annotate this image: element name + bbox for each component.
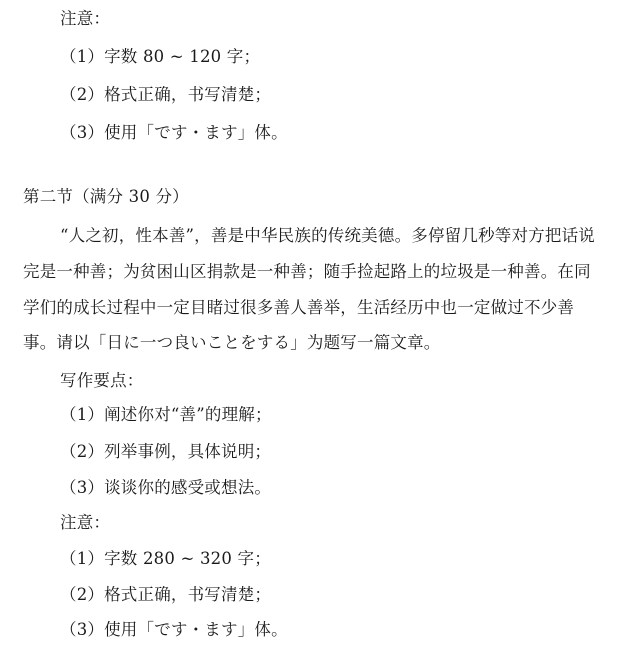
note-heading: 注意： <box>60 9 111 28</box>
point-item-3: （3）谈谈你的感受或想法。 <box>60 478 272 497</box>
note-heading-2: 注意： <box>60 513 111 532</box>
note-item-2-3: （3）使用「です・ます」体。 <box>60 620 288 639</box>
prompt-line-4: 事。请以「日に一つ良いことをする」为题写一篇文章。 <box>23 333 441 352</box>
note-item-2-1: （1）字数 280 ~ 320 字； <box>60 549 271 568</box>
point-item-1: （1）阐述你对“善”的理解； <box>60 405 272 424</box>
section-title: 第二节（满分 30 分） <box>23 187 189 206</box>
prompt-line-2: 完是一种善；为贫困山区捐款是一种善；随手捡起路上的垃圾是一种善。在同 <box>23 262 591 281</box>
note-item-2-2: （2）格式正确，书写清楚； <box>60 585 272 604</box>
prompt-line-1: “人之初，性本善”，善是中华民族的传统美德。多停留几秒等对方把话说 <box>60 226 595 245</box>
note-item-3: （3）使用「です・ます」体。 <box>60 123 288 142</box>
points-heading: 写作要点： <box>60 371 144 390</box>
note-item-1: （1）字数 80 ~ 120 字； <box>60 47 261 66</box>
note-item-2: （2）格式正确，书写清楚； <box>60 85 272 104</box>
prompt-line-3: 学们的成长过程中一定目睹过很多善人善举，生活经历中也一定做过不少善 <box>23 298 575 317</box>
point-item-2: （2）列举事例，具体说明； <box>60 442 272 461</box>
